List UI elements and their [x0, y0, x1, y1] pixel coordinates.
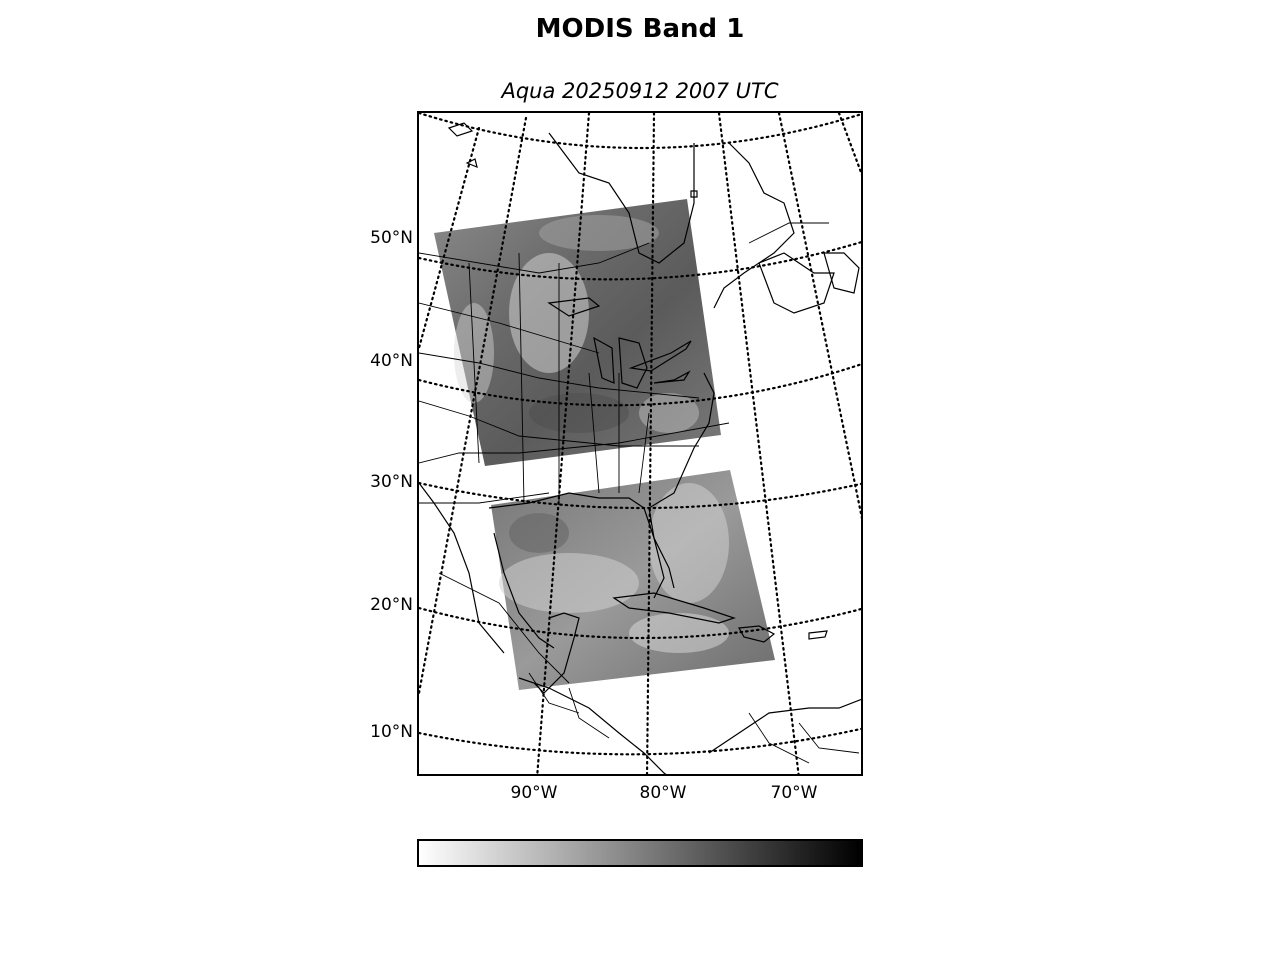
lon-label-90w: 90°W — [510, 783, 558, 803]
parallel-60n — [419, 113, 863, 148]
colorbar — [417, 839, 863, 867]
lat-label-40n: 40°N — [370, 351, 413, 371]
lat-label-30n: 30°N — [370, 472, 413, 492]
lat-label-50n: 50°N — [370, 228, 413, 248]
lon-label-70w: 70°W — [770, 783, 818, 803]
lon-label-80w: 80°W — [639, 783, 687, 803]
figure-title: MODIS Band 1 — [535, 14, 745, 44]
figure-subtitle: Aqua 20250912 2007 UTC — [501, 79, 779, 103]
map-frame[interactable] — [417, 111, 863, 776]
lat-label-10n: 10°N — [370, 722, 413, 742]
lat-label-20n: 20°N — [370, 595, 413, 615]
map-canvas — [419, 113, 863, 776]
meridian-70w — [839, 113, 863, 183]
meridian-75w — [779, 113, 863, 533]
